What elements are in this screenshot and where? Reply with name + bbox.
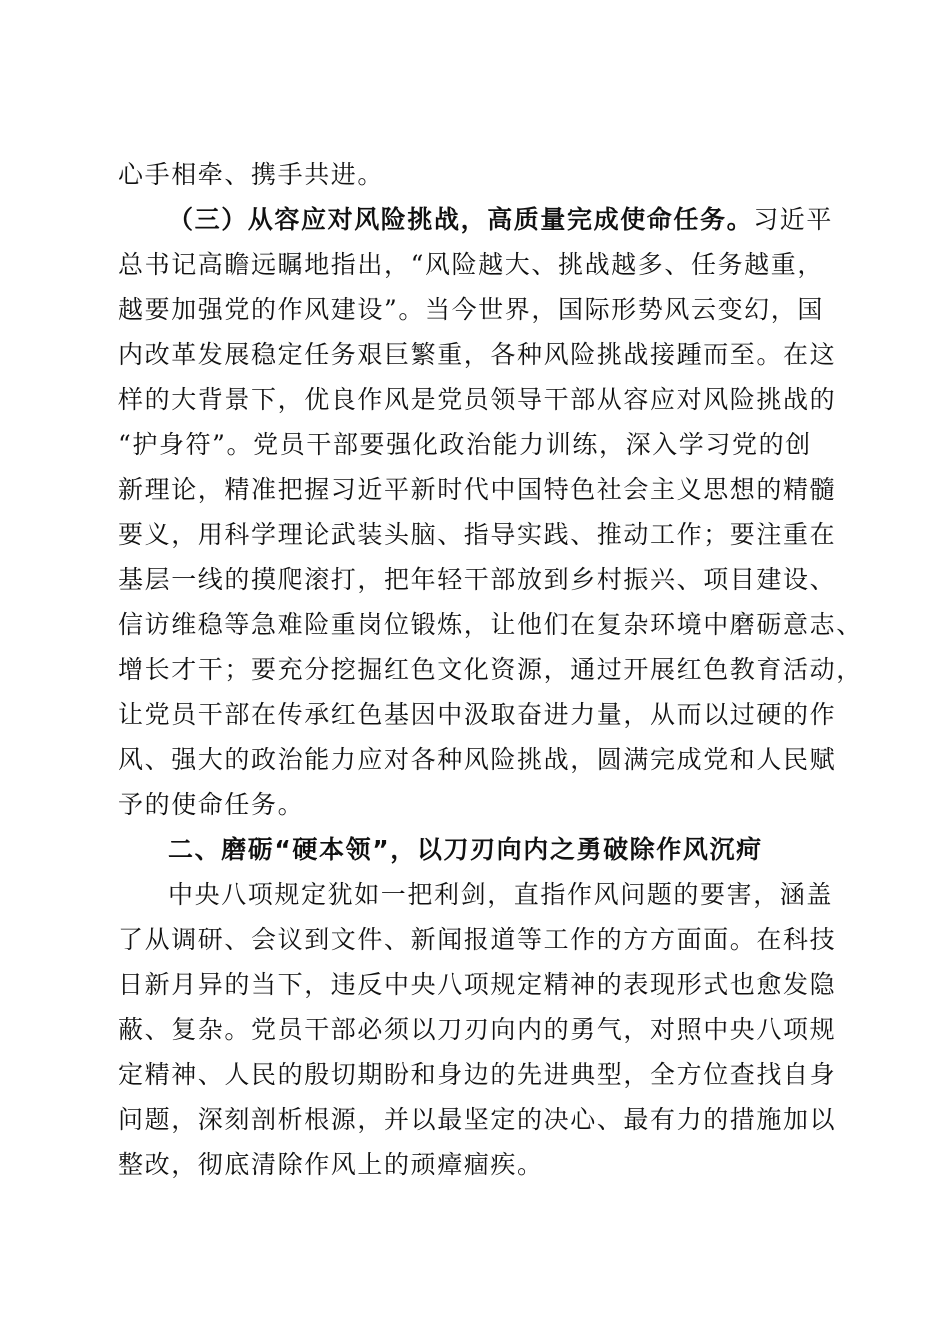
text-line: 风、强大的政治能力应对各种风险挑战，圆满完成党和人民赋 (118, 745, 837, 774)
text-line: 信访维稳等急难险重岗位锻炼，让他们在复杂环境中磨砺意志、 (118, 610, 863, 639)
text-line: 让党员干部在传承红色基因中汲取奋进力量，从而以过硬的作 (118, 700, 837, 729)
text-line: 了从调研、会议到文件、新闻报道等工作的方方面面。在科技 (118, 925, 837, 954)
text-line: 样的大背景下，优良作风是党员领导干部从容应对风险挑战的 (118, 385, 837, 414)
section-3-first-line (118, 195, 838, 245)
text-line: 问题，深刻剖析根源，并以最坚定的决心、最有力的措施加以 (118, 1105, 837, 1134)
text-line: 予的使命任务。 (118, 790, 305, 819)
text-line: 中央八项规定犹如一把利剑，直指作风问题的要害，涵盖 (168, 880, 834, 909)
text-line: 整改，彻底清除作风上的顽瘴痼疾。 (118, 1150, 544, 1179)
text-line: “护身符”。党员干部要强化政治能力训练，深入学习党的创 (118, 430, 812, 459)
text-line: 要义，用科学理论武装头脑、指导实践、推动工作；要注重在 (118, 520, 837, 549)
text-line: 增长才干；要充分挖掘红色文化资源，通过开展红色教育活动， (118, 655, 863, 684)
text-line: 内改革发展稳定任务艰巨繁重，各种风险挑战接踵而至。在这 (118, 340, 837, 369)
section-3-text-start: 习近平 (753, 205, 834, 234)
section-heading-2: 二、磨砺“硬本领”，以刀刃向内之勇破除作风沉疴 (168, 835, 763, 864)
text-line: 定精神、人民的殷切期盼和身边的先进典型，全方位查找自身 (118, 1060, 837, 1089)
text-line: 心手相牵、携手共进。 (118, 160, 385, 189)
text-line: 新理论，精准把握习近平新时代中国特色社会主义思想的精髓 (118, 475, 837, 504)
section-3-title: （三）从容应对风险挑战，高质量完成使命任务。 (168, 205, 754, 234)
text-line: 日新月异的当下，违反中央八项规定精神的表现形式也愈发隐 (118, 970, 837, 999)
text-line: 越要加强党的作风建设”。当今世界，国际形势风云变幻，国 (118, 295, 824, 324)
text-line: 总书记高瞻远瞩地指出，“风险越大、挑战越多、任务越重， (118, 250, 824, 279)
text-line: 蔽、复杂。党员干部必须以刀刃向内的勇气，对照中央八项规 (118, 1015, 837, 1044)
text-line: 基层一线的摸爬滚打，把年轻干部放到乡村振兴、项目建设、 (118, 565, 837, 594)
